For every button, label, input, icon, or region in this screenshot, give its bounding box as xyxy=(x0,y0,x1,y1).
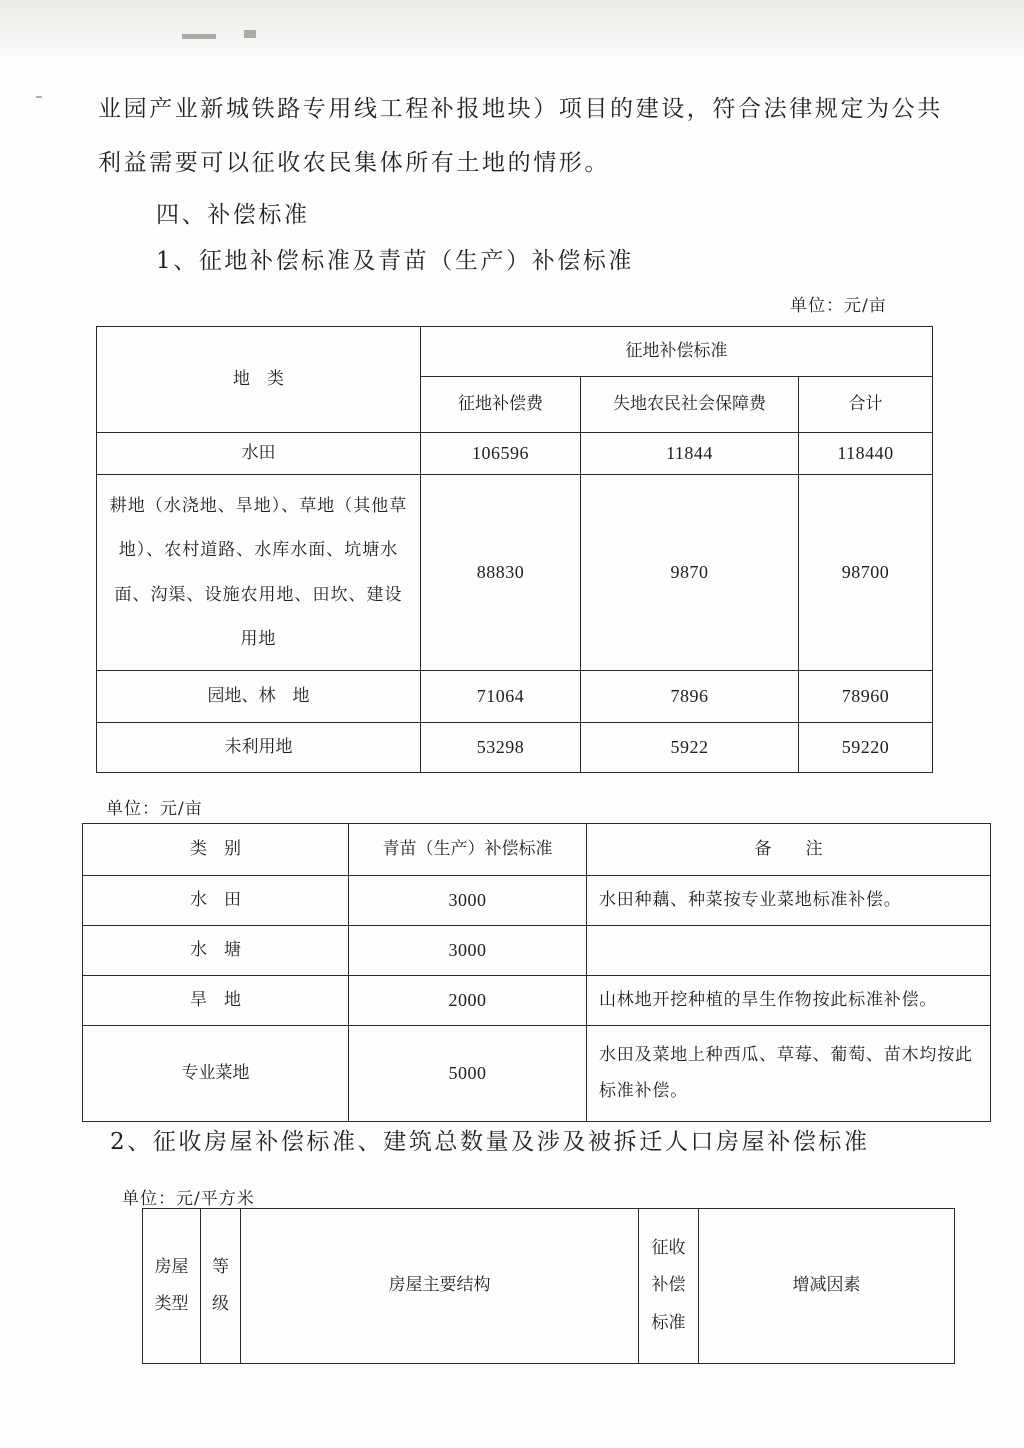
header-house-type-line-2: 类型 xyxy=(154,1294,189,1314)
land-type-cell: 园地、林 地 xyxy=(97,671,421,723)
fee-cell: 71064 xyxy=(421,671,581,723)
header-grade-line-2: 级 xyxy=(212,1294,229,1314)
total-cell: 98700 xyxy=(799,475,933,671)
scan-edge-shading xyxy=(0,0,1024,62)
fee-cell: 53298 xyxy=(421,723,581,773)
header-grade-line-1: 等 xyxy=(212,1256,229,1277)
header-house-type xyxy=(143,1209,201,1364)
table-row xyxy=(97,723,933,773)
scan-smudge xyxy=(244,30,256,38)
security-cell: 11844 xyxy=(581,433,799,475)
header-total: 合计 xyxy=(799,377,933,433)
header-security: 失地农民社会保障费 xyxy=(581,377,799,433)
land-type-cell: 未利用地 xyxy=(97,723,421,773)
category-cell: 水 田 xyxy=(83,876,349,926)
house-compensation-table xyxy=(142,1208,955,1364)
total-cell: 118440 xyxy=(799,433,933,475)
table-row xyxy=(83,926,991,976)
table-row xyxy=(97,433,933,475)
scan-smudge xyxy=(182,34,216,39)
table-row xyxy=(83,876,991,926)
scan-smudge xyxy=(36,96,42,98)
land-type-cell: 水田 xyxy=(97,433,421,475)
unit-label-table-2: 单位：元/亩 xyxy=(106,799,203,819)
table-header-row xyxy=(83,824,991,876)
sub-heading-1: 1、征地补偿标准及青苗（生产）补偿标准 xyxy=(156,248,635,274)
note-cell: 水田及菜地上种西瓜、草莓、葡萄、苗木均按此标准补偿。 xyxy=(587,1026,991,1122)
standard-cell: 3000 xyxy=(349,926,587,976)
land-type-cell: 耕地（水浇地、旱地）、草地（其他草地）、农村道路、水库水面、坑塘水面、沟渠、设施农用地、田坎、建设用地 xyxy=(97,475,421,671)
fee-cell: 88830 xyxy=(421,475,581,671)
fee-cell: 106596 xyxy=(421,433,581,475)
header-group: 征地补偿标准 xyxy=(421,327,933,377)
paragraph-line-2: 利益需要可以征收农民集体所有土地的情形。 xyxy=(98,150,610,176)
sub-heading-2: 2、征收房屋补偿标准、建筑总数量及涉及被拆迁人口房屋补偿标准 xyxy=(110,1129,870,1155)
category-cell: 水 塘 xyxy=(83,926,349,976)
standard-cell: 2000 xyxy=(349,976,587,1026)
note-cell: 水田种藕、种菜按专业菜地标准补偿。 xyxy=(587,876,991,926)
note-cell: 山林地开挖种植的旱生作物按此标准补偿。 xyxy=(587,976,991,1026)
security-cell: 5922 xyxy=(581,723,799,773)
unit-label-table-1: 单位：元/亩 xyxy=(790,296,887,316)
table-row xyxy=(97,671,933,723)
header-standard: 青苗（生产）补偿标准 xyxy=(349,824,587,876)
security-cell: 7896 xyxy=(581,671,799,723)
header-standard-line-2: 补偿 xyxy=(651,1275,686,1296)
total-cell: 78960 xyxy=(799,671,933,723)
header-standard-line-3: 标准 xyxy=(651,1312,686,1333)
standard-cell: 3000 xyxy=(349,876,587,926)
category-cell: 专业菜地 xyxy=(83,1026,349,1122)
table-header-row xyxy=(97,327,933,377)
crop-compensation-table xyxy=(82,823,991,1122)
header-category: 类 别 xyxy=(83,824,349,876)
header-note: 备 注 xyxy=(587,824,991,876)
header-house-type-line-1: 房屋 xyxy=(154,1256,189,1277)
paragraph-line-1: 业园产业新城铁路专用线工程补报地块）项目的建设，符合法律规定为公共 xyxy=(98,96,943,122)
total-cell: 59220 xyxy=(799,723,933,773)
header-fee: 征地补偿费 xyxy=(421,377,581,433)
table-row xyxy=(97,475,933,671)
header-land-type: 地 类 xyxy=(97,327,421,433)
header-standard xyxy=(639,1209,699,1364)
table-row xyxy=(83,976,991,1026)
header-standard-line-1: 征收 xyxy=(651,1237,686,1258)
table-header-row xyxy=(143,1209,955,1364)
unit-label-table-3: 单位：元/平方米 xyxy=(122,1189,255,1209)
note-cell xyxy=(587,926,991,976)
header-structure: 房屋主要结构 xyxy=(241,1209,639,1364)
category-cell: 旱 地 xyxy=(83,976,349,1026)
standard-cell: 5000 xyxy=(349,1026,587,1122)
table-row xyxy=(83,1026,991,1122)
section-heading: 四、补偿标准 xyxy=(156,202,310,228)
land-compensation-table xyxy=(96,326,933,773)
security-cell: 9870 xyxy=(581,475,799,671)
header-factors: 增减因素 xyxy=(699,1209,955,1364)
header-grade xyxy=(201,1209,241,1364)
